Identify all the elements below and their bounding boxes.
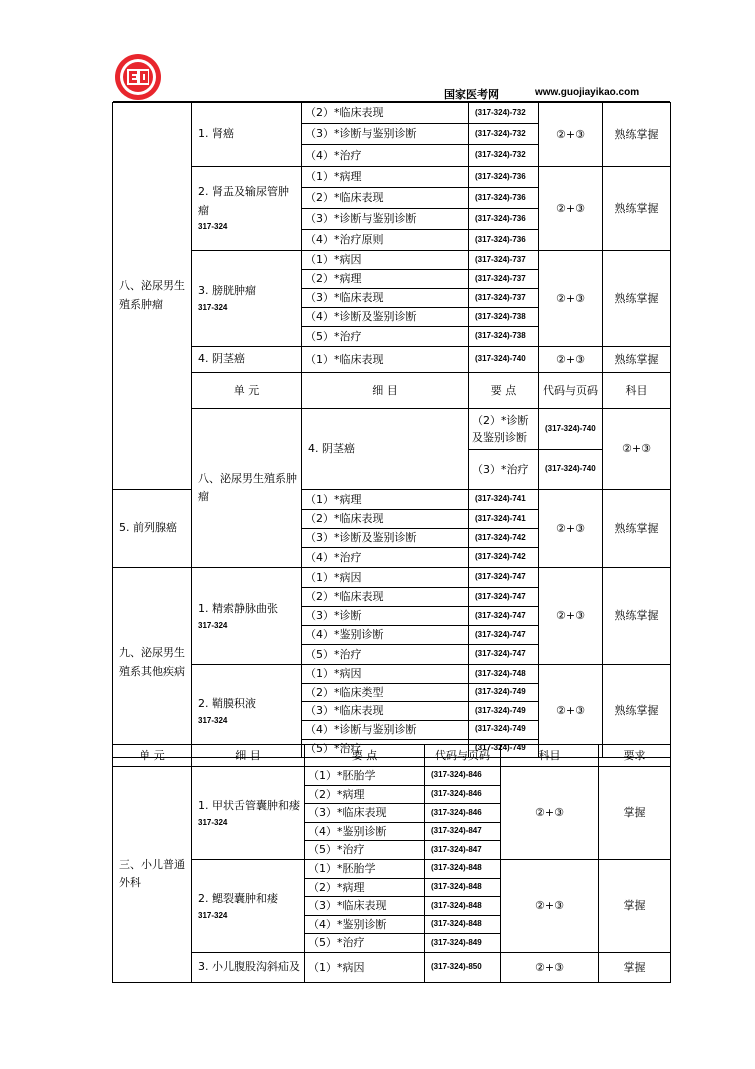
header-unit: 单 元 bbox=[113, 745, 192, 767]
point-cell: （4）*鉴别诊断 bbox=[302, 626, 469, 645]
point-cell: （4）*治疗 bbox=[302, 548, 469, 568]
code-cell: (317-324)-749 bbox=[469, 702, 539, 721]
item-cell bbox=[192, 859, 305, 952]
point-cell: （3）*诊断及鉴别诊断 bbox=[302, 529, 469, 548]
code-cell: (317-324)-740 bbox=[539, 450, 603, 490]
point-cell: （5）*治疗 bbox=[302, 739, 469, 758]
point-cell: （3）*诊断与鉴别诊断 bbox=[302, 209, 469, 230]
requirement-cell: 熟练掌握 bbox=[603, 251, 671, 347]
requirement-cell: 熟练掌握 bbox=[603, 103, 671, 167]
point-cell: （2）*临床表现 bbox=[302, 188, 469, 209]
code-cell: (317-324)-847 bbox=[425, 822, 501, 841]
code-cell: (317-324)-747 bbox=[469, 645, 539, 665]
point-cell: （1）*胚胎学 bbox=[305, 767, 425, 786]
code-cell: (317-324)-737 bbox=[469, 289, 539, 308]
item-cell: 1. 肾癌 bbox=[192, 103, 302, 167]
point-cell: （3）*治疗 bbox=[469, 450, 539, 490]
page-ref: 317-324 bbox=[198, 715, 228, 725]
header-item: 细 目 bbox=[192, 745, 305, 767]
requirement-cell: 熟练掌握 bbox=[603, 568, 671, 665]
code-cell: (317-324)-848 bbox=[425, 897, 501, 916]
code-cell: (317-324)-732 bbox=[469, 103, 539, 124]
point-cell: （4）*治疗 bbox=[302, 145, 469, 167]
requirement-cell: 熟练掌握 bbox=[603, 665, 671, 758]
code-cell: (317-324)-742 bbox=[469, 548, 539, 568]
logo-emblem bbox=[113, 52, 163, 102]
point-cell: （3）*临床表现 bbox=[302, 289, 469, 308]
header-code: 代码与页码 bbox=[425, 745, 501, 767]
unit-cell: 八、泌尿男生殖系肿瘤 bbox=[113, 103, 192, 490]
code-cell: (317-324)-737 bbox=[469, 251, 539, 270]
point-cell: （1）*病因 bbox=[302, 251, 469, 270]
subject-cell: ②+③ bbox=[539, 167, 603, 251]
code-cell: (317-324)-846 bbox=[425, 804, 501, 823]
point-cell: （1）*病因 bbox=[302, 568, 469, 588]
code-cell: (317-324)-747 bbox=[469, 626, 539, 645]
requirement-cell: 掌握 bbox=[599, 859, 671, 952]
code-cell: (317-324)-736 bbox=[469, 209, 539, 230]
item-label: 2. 鞘膜积液 bbox=[198, 697, 256, 711]
code-cell: (317-324)-848 bbox=[425, 859, 501, 878]
point-cell: （2）*临床表现 bbox=[302, 510, 469, 529]
code-cell: (317-324)-741 bbox=[469, 510, 539, 529]
code-cell: (317-324)-748 bbox=[469, 665, 539, 684]
header-item: 细 目 bbox=[302, 373, 469, 409]
code-cell: (317-324)-749 bbox=[469, 739, 539, 758]
item-cell: 5. 前列腺癌 bbox=[113, 490, 192, 568]
item-cell: 4. 阴茎癌 bbox=[302, 409, 469, 490]
code-cell: (317-324)-749 bbox=[469, 683, 539, 702]
header-points: 要 点 bbox=[469, 373, 539, 409]
page-ref: 317-324 bbox=[198, 222, 228, 232]
item-label: 2. 肾盂及输尿管肿瘤 bbox=[198, 185, 289, 217]
subject-cell: ②+③ bbox=[539, 347, 603, 373]
point-cell: （2）*诊断及鉴别诊断 bbox=[469, 409, 539, 450]
point-cell: （2）*临床表现 bbox=[302, 103, 469, 124]
code-cell: (317-324)-850 bbox=[425, 952, 501, 982]
item-cell bbox=[192, 767, 305, 860]
requirement-cell: 掌握 bbox=[599, 952, 671, 982]
unit-cell: 三、小儿普通外科 bbox=[113, 767, 192, 983]
subject-cell: ②+③ bbox=[539, 568, 603, 665]
code-cell: (317-324)-742 bbox=[469, 529, 539, 548]
subject-cell: ②+③ bbox=[501, 952, 599, 982]
header-subject: 科目 bbox=[603, 373, 671, 409]
code-cell: (317-324)-732 bbox=[469, 124, 539, 145]
point-cell: （1）*病因 bbox=[305, 952, 425, 982]
header-requirement: 要求 bbox=[599, 745, 671, 767]
item-cell: 4. 阴茎癌 bbox=[192, 347, 302, 373]
page-ref: 317-324 bbox=[198, 303, 228, 313]
code-cell: (317-324)-846 bbox=[425, 767, 501, 786]
item-label: 3. 膀胱肿瘤 bbox=[198, 284, 256, 298]
point-cell: （1）*病理 bbox=[302, 490, 469, 510]
point-cell: （5）*治疗 bbox=[305, 934, 425, 953]
requirement-cell: 熟练掌握 bbox=[603, 167, 671, 251]
code-cell: (317-324)-741 bbox=[469, 490, 539, 510]
point-cell: （2）*临床表现 bbox=[302, 588, 469, 607]
subject-cell: ②+③ bbox=[603, 409, 671, 490]
point-cell: （5）*治疗 bbox=[302, 327, 469, 347]
site-url[interactable]: www.guojiayikao.com bbox=[535, 87, 640, 98]
item-label: 1. 精索静脉曲张 bbox=[198, 602, 278, 616]
subject-cell: ②+③ bbox=[539, 665, 603, 758]
point-cell: （4）*治疗原则 bbox=[302, 230, 469, 251]
item-cell: 3. 小儿腹股沟斜疝及 bbox=[192, 952, 305, 982]
subject-cell: ②+③ bbox=[539, 251, 603, 347]
page-ref: 317-324 bbox=[198, 817, 228, 827]
point-cell: （2）*病理 bbox=[305, 878, 425, 897]
point-cell: （3）*临床表现 bbox=[302, 702, 469, 721]
code-cell: (317-324)-738 bbox=[469, 308, 539, 327]
item-label: 2. 鳃裂囊肿和瘘 bbox=[198, 891, 278, 905]
point-cell: （4）*诊断与鉴别诊断 bbox=[302, 720, 469, 739]
point-cell: （1）*病理 bbox=[302, 167, 469, 188]
point-cell: （4）*鉴别诊断 bbox=[305, 915, 425, 934]
code-cell: (317-324)-736 bbox=[469, 167, 539, 188]
syllabus-table-section-1 bbox=[112, 102, 671, 758]
page-ref: 317-324 bbox=[198, 620, 228, 630]
code-cell: (317-324)-738 bbox=[469, 327, 539, 347]
point-cell: （5）*治疗 bbox=[302, 645, 469, 665]
point-cell: （3）*临床表现 bbox=[305, 897, 425, 916]
subject-cell: ②+③ bbox=[501, 767, 599, 860]
point-cell: （3）*临床表现 bbox=[305, 804, 425, 823]
code-cell: (317-324)-740 bbox=[469, 347, 539, 373]
code-cell: (317-324)-747 bbox=[469, 588, 539, 607]
code-cell: (317-324)-749 bbox=[469, 720, 539, 739]
unit-cell: 九、泌尿男生殖系其他疾病 bbox=[113, 568, 192, 758]
point-cell: （2）*临床类型 bbox=[302, 683, 469, 702]
point-cell: （4）*诊断及鉴别诊断 bbox=[302, 308, 469, 327]
point-cell: （2）*病理 bbox=[302, 270, 469, 289]
syllabus-table-section-4 bbox=[112, 744, 671, 983]
point-cell: （5）*治疗 bbox=[305, 841, 425, 860]
code-cell: (317-324)-740 bbox=[539, 409, 603, 450]
requirement-cell: 熟练掌握 bbox=[603, 490, 671, 568]
requirement-cell: 熟练掌握 bbox=[603, 347, 671, 373]
code-cell: (317-324)-848 bbox=[425, 915, 501, 934]
point-cell: （1）*临床表现 bbox=[302, 347, 469, 373]
item-cell bbox=[192, 167, 302, 251]
code-cell: (317-324)-848 bbox=[425, 878, 501, 897]
point-cell: （1）*病因 bbox=[302, 665, 469, 684]
header-code: 代码与页码 bbox=[539, 373, 603, 409]
header-points: 要 点 bbox=[305, 745, 425, 767]
point-cell: （1）*胚胎学 bbox=[305, 859, 425, 878]
point-cell: （3）*诊断与鉴别诊断 bbox=[302, 124, 469, 145]
requirement-cell: 掌握 bbox=[599, 767, 671, 860]
page-ref: 317-324 bbox=[198, 910, 228, 920]
unit-cell: 八、泌尿男生殖系肿瘤 bbox=[192, 409, 302, 568]
subject-cell: ②+③ bbox=[539, 103, 603, 167]
point-cell: （2）*病理 bbox=[305, 785, 425, 804]
header-subject: 科目 bbox=[501, 745, 599, 767]
item-cell bbox=[192, 251, 302, 347]
item-cell bbox=[192, 568, 302, 665]
site-name: 国家医考网 bbox=[444, 88, 499, 101]
header-unit: 单 元 bbox=[192, 373, 302, 409]
point-cell: （3）*诊断 bbox=[302, 607, 469, 626]
point-cell: （4）*鉴别诊断 bbox=[305, 822, 425, 841]
code-cell: (317-324)-732 bbox=[469, 145, 539, 167]
code-cell: (317-324)-846 bbox=[425, 785, 501, 804]
code-cell: (317-324)-736 bbox=[469, 230, 539, 251]
code-cell: (317-324)-747 bbox=[469, 607, 539, 626]
subject-cell: ②+③ bbox=[539, 490, 603, 568]
code-cell: (317-324)-737 bbox=[469, 270, 539, 289]
code-cell: (317-324)-849 bbox=[425, 934, 501, 953]
code-cell: (317-324)-747 bbox=[469, 568, 539, 588]
code-cell: (317-324)-736 bbox=[469, 188, 539, 209]
code-cell: (317-324)-847 bbox=[425, 841, 501, 860]
subject-cell: ②+③ bbox=[501, 859, 599, 952]
item-label: 1. 甲状舌管囊肿和瘘 bbox=[198, 798, 300, 812]
